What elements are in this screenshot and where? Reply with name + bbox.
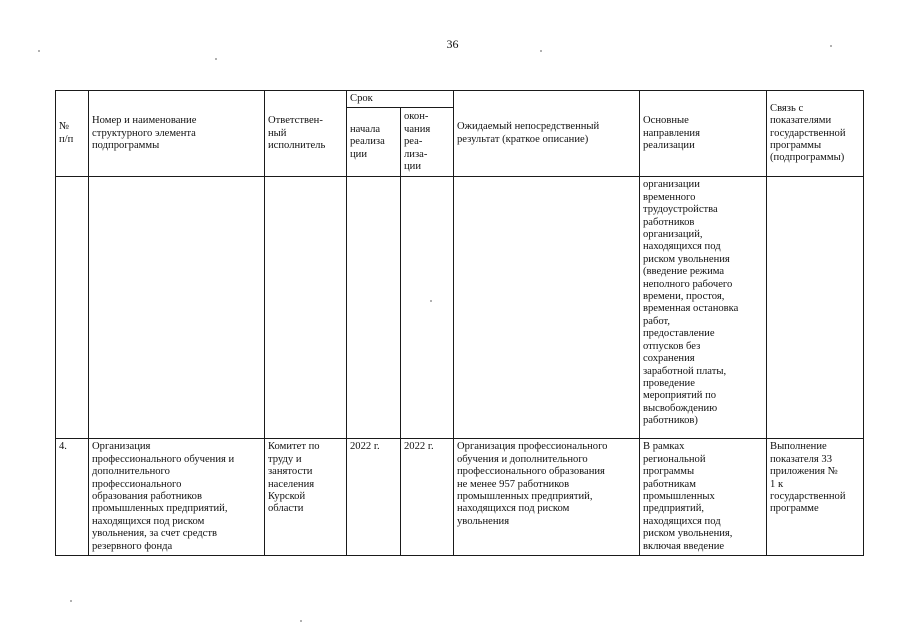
cell-num: [56, 177, 89, 439]
scan-speck: [300, 620, 302, 622]
scan-speck: [540, 50, 542, 52]
cell-result: Организация профессионального обучения и дополнительного профессионального образования не менее 957 работников промышленных предприятий, находящихся под риском увольнения: [454, 439, 640, 556]
cell-element-name: Организация профессионального обучения и дополнительного профессионального образования работников промышленных предприятий, находящихся под риском увольнения, за счет средств резервного фонда: [89, 439, 265, 556]
table-row-continuation: [56, 177, 864, 439]
header-term-end: окон- чания реа- лиза- ции: [401, 108, 454, 177]
cell-executor: Комитет по труду и занятости населения Курской области: [265, 439, 347, 556]
header-term: Срок: [347, 91, 454, 108]
header-element-name: Номер и наименование структурного элемента подпрограммы: [89, 91, 265, 177]
header-num: № п/п: [56, 91, 89, 177]
cell-term-start: 2022 г.: [347, 439, 401, 556]
cell-directions: В рамках региональной программы работникам промышленных предприятий, находящихся под риском увольнения, включая введение: [640, 439, 767, 556]
cell-result: [454, 177, 640, 439]
scan-speck: [38, 50, 40, 52]
cell-term-start: [347, 177, 401, 439]
cell-executor: [265, 177, 347, 439]
table-row: [56, 439, 864, 556]
cell-term-end: 2022 г.: [401, 439, 454, 556]
page-number: 36: [446, 37, 459, 51]
header-link: Связь с показателями государственной программы (подпрограммы): [767, 91, 864, 177]
cell-link: Выполнение показателя 33 приложения № 1 к государственной программе: [767, 439, 864, 556]
header-directions: Основные направления реализации: [640, 91, 767, 177]
scan-speck: [70, 600, 72, 602]
scan-speck: [830, 45, 832, 47]
cell-link: [767, 177, 864, 439]
cell-element-name: [89, 177, 265, 439]
header-executor: Ответствен- ный исполнитель: [265, 91, 347, 177]
table-header-row: [56, 91, 864, 108]
header-result: Ожидаемый непосредственный результат (краткое описание): [454, 91, 640, 177]
scan-speck: [430, 300, 432, 302]
cell-directions: организации временного трудоустройства работников организаций, находящихся под риском увольнения (введение режима неполного рабочего времени, простоя, временная остановка работ, предоставление отпусков без сохранения заработной платы, проведение мероприятий по высвобождению работников): [640, 177, 767, 439]
scan-speck: [215, 58, 217, 60]
cell-num: 4.: [56, 439, 89, 556]
measures-table: [55, 90, 864, 556]
header-term-start: начала реализа ции: [347, 108, 401, 177]
cell-term-end: [401, 177, 454, 439]
